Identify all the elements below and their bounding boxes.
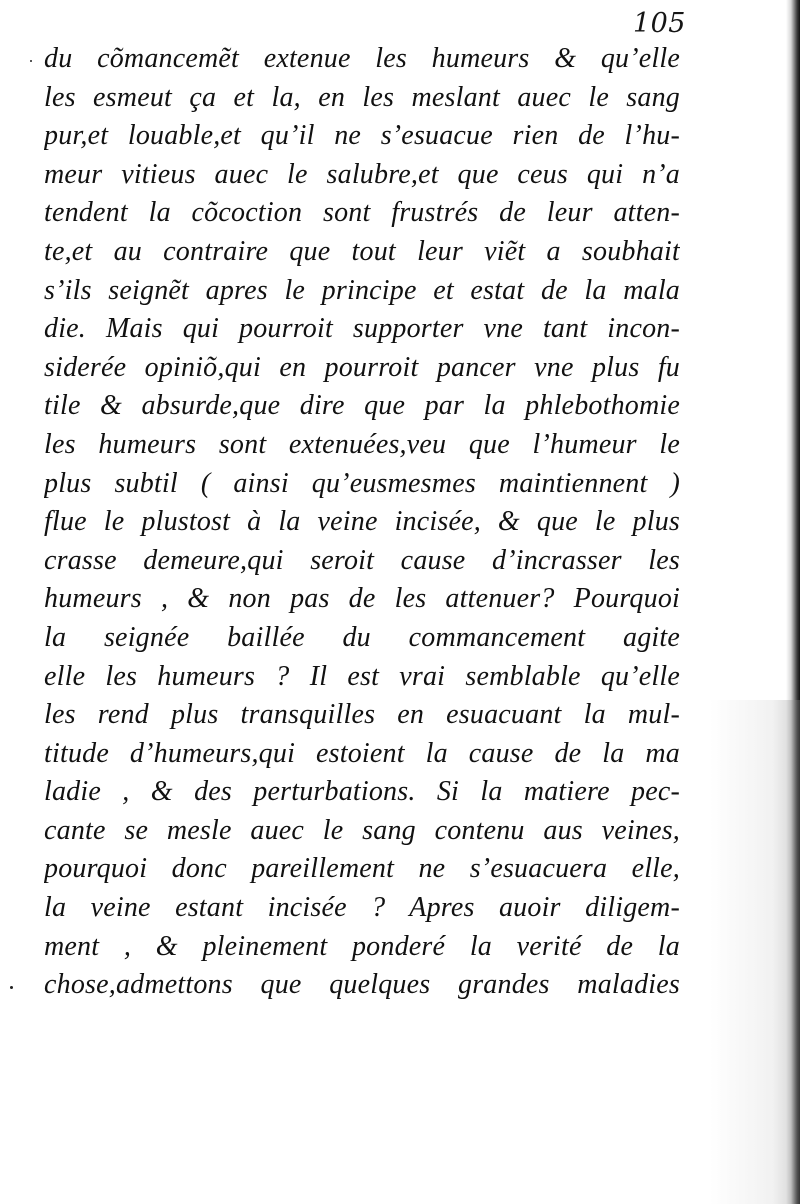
text-line: la veine estant incisée ? Apres auoir diligem- <box>44 892 680 924</box>
text-line: les humeurs sont extenuées,veu que l’humeur le <box>44 428 680 460</box>
text-line: die. Mais qui pourroit supporter vne tant incon- <box>44 313 680 345</box>
text-line: s’ils seignẽt apres le principe et estat de la mala <box>44 274 680 306</box>
text-line: meur vitieus auec le salubre,et que ceus qui n’a <box>44 158 680 190</box>
text-line: tile & absurde,que dire que par la phlebothomie <box>44 390 680 422</box>
text-line: pourquoi donc pareillement ne s’esuacuera elle, <box>44 853 680 885</box>
text-line: te,et au contraire que tout leur viẽt a soubhait <box>44 235 680 267</box>
text-line: ment , & pleinement ponderé la verité de la <box>44 930 680 962</box>
text-line: tendent la cõcoction sont frustrés de leur atten- <box>44 197 680 229</box>
text-line: plus subtil ( ainsi qu’eusmesmes maintiennent ) <box>44 467 680 499</box>
text-line: chose,admettons que quelques grandes maladies <box>44 969 680 1001</box>
text-line: elle les humeurs ? Il est vrai semblable qu’elle <box>44 660 680 692</box>
text-line: cante se mesle auec le sang contenu aus veines, <box>44 814 680 846</box>
text-line: les esmeut ça et la, en les meslant auec le sang <box>44 81 680 113</box>
text-line: humeurs , & non pas de les attenuer? Pourquoi <box>44 583 680 615</box>
body-text <box>44 40 680 1005</box>
page-edge-shading <box>710 700 800 1204</box>
text-line: pur,et louable,et qu’il ne s’esuacue rien de l’hu- <box>44 120 680 152</box>
text-line: ladie , & des perturbations. Si la matiere pec- <box>44 776 680 808</box>
text-line: les rend plus transquilles en esuacuant la mul- <box>44 699 680 731</box>
text-line: la seignée baillée du commancement agite <box>44 621 680 653</box>
text-line: titude d’humeurs,qui estoient la cause de la ma <box>44 737 680 769</box>
page-number: 105 <box>632 8 686 39</box>
text-line: flue le plustost à la veine incisée, & que le plus <box>44 506 680 538</box>
ink-speck <box>30 60 32 62</box>
text-line: crasse demeure,qui seroit cause d’incrasser les <box>44 544 680 576</box>
ink-speck <box>10 986 13 989</box>
text-line: du cõmancemẽt extenue les humeurs & qu’elle <box>44 43 680 74</box>
text-line: siderée opiniõ,qui en pourroit pancer vne plus fu <box>44 351 680 383</box>
